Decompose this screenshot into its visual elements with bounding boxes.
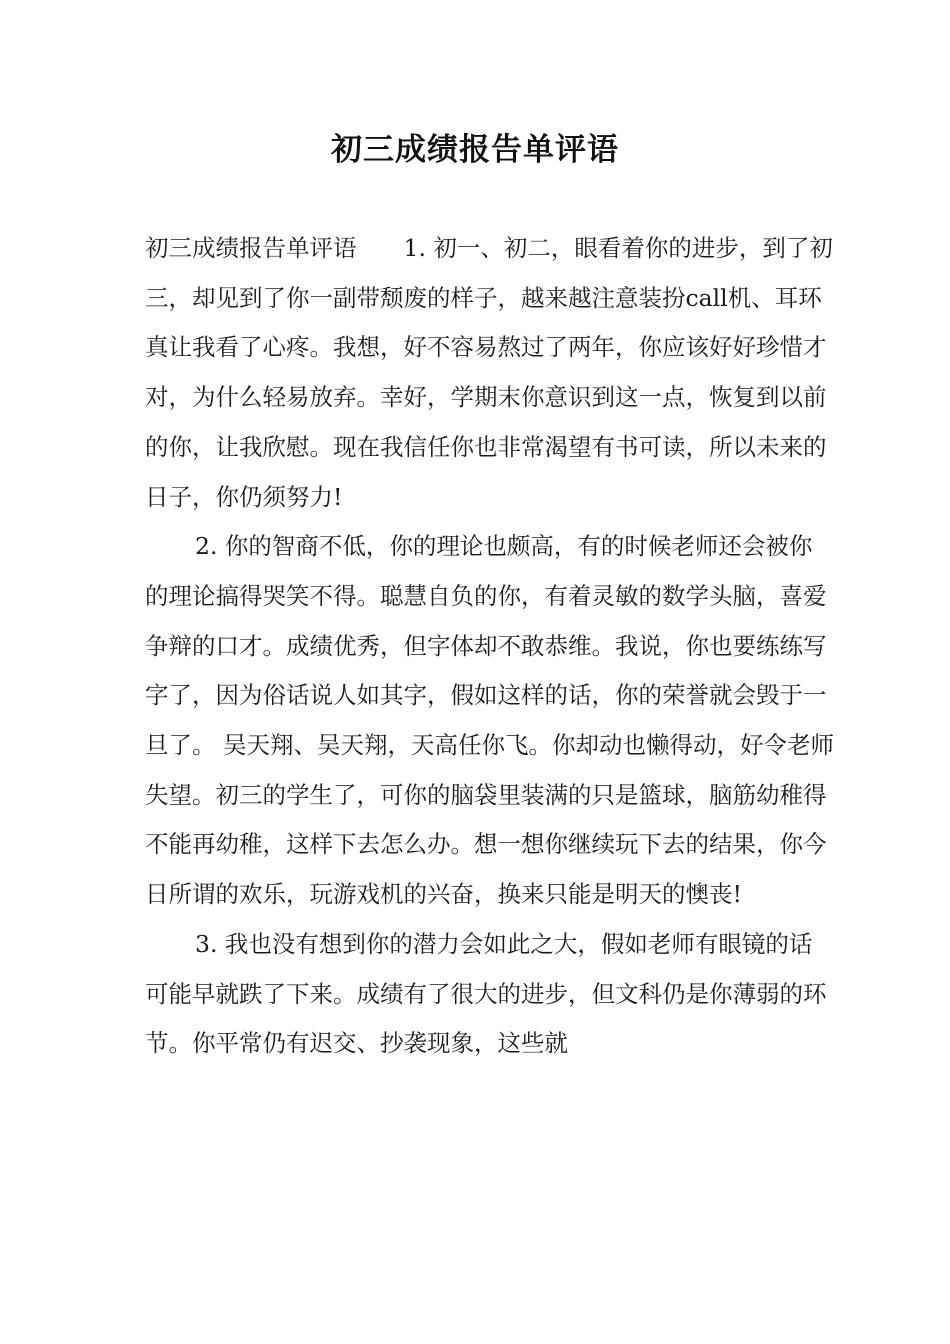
document-body <box>145 224 835 1069</box>
paragraph-1: 初三成绩报告单评语 1. 初一、初二，眼看着你的进步，到了初三，却见到了你一副带颓废的样子，越来越注意装扮call机、耳环真让我看了心疼。我想，好不容易熬过了两年，你应该好好珍惜才对，为什么轻易放弃。幸好，学期末你意识到这一点，恢复到以前的你，让我欣慰。现在我信任你也非常渴望有书可读，所以未来的日子，你仍须努力! <box>145 234 833 511</box>
paragraph-2: 2. 你的智商不低，你的理论也颇高，有的时候老师还会被你的理论搞得哭笑不得。聪慧自负的你，有着灵敏的数学头脑，喜爱争辩的口才。成绩优秀，但字体却不敢恭维。我说，你也要练练写字了，因为俗话说人如其字，假如这样的话，你的荣誉就会毁于一旦了。 吴天翔、吴天翔，天高任你飞。你却动也懒得动，好令老师失望。初三的学生了，可你的脑袋里装满的只是篮球，脑筋幼稚得不能再幼稚，这样下去怎么办。想一想你继续玩下去的结果，你今日所谓的欢乐，玩游戏机的兴奋，换来只能是明天的懊丧! <box>145 532 834 909</box>
paragraph-3: 3. 我也没有想到你的潜力会如此之大，假如老师有眼镜的话可能早就跌了下来。成绩有了很大的进步，但文科仍是你薄弱的环节。你平常仍有迟交、抄袭现象，这些就 <box>145 929 827 1058</box>
document-title: 初三成绩报告单评语 <box>331 132 619 168</box>
